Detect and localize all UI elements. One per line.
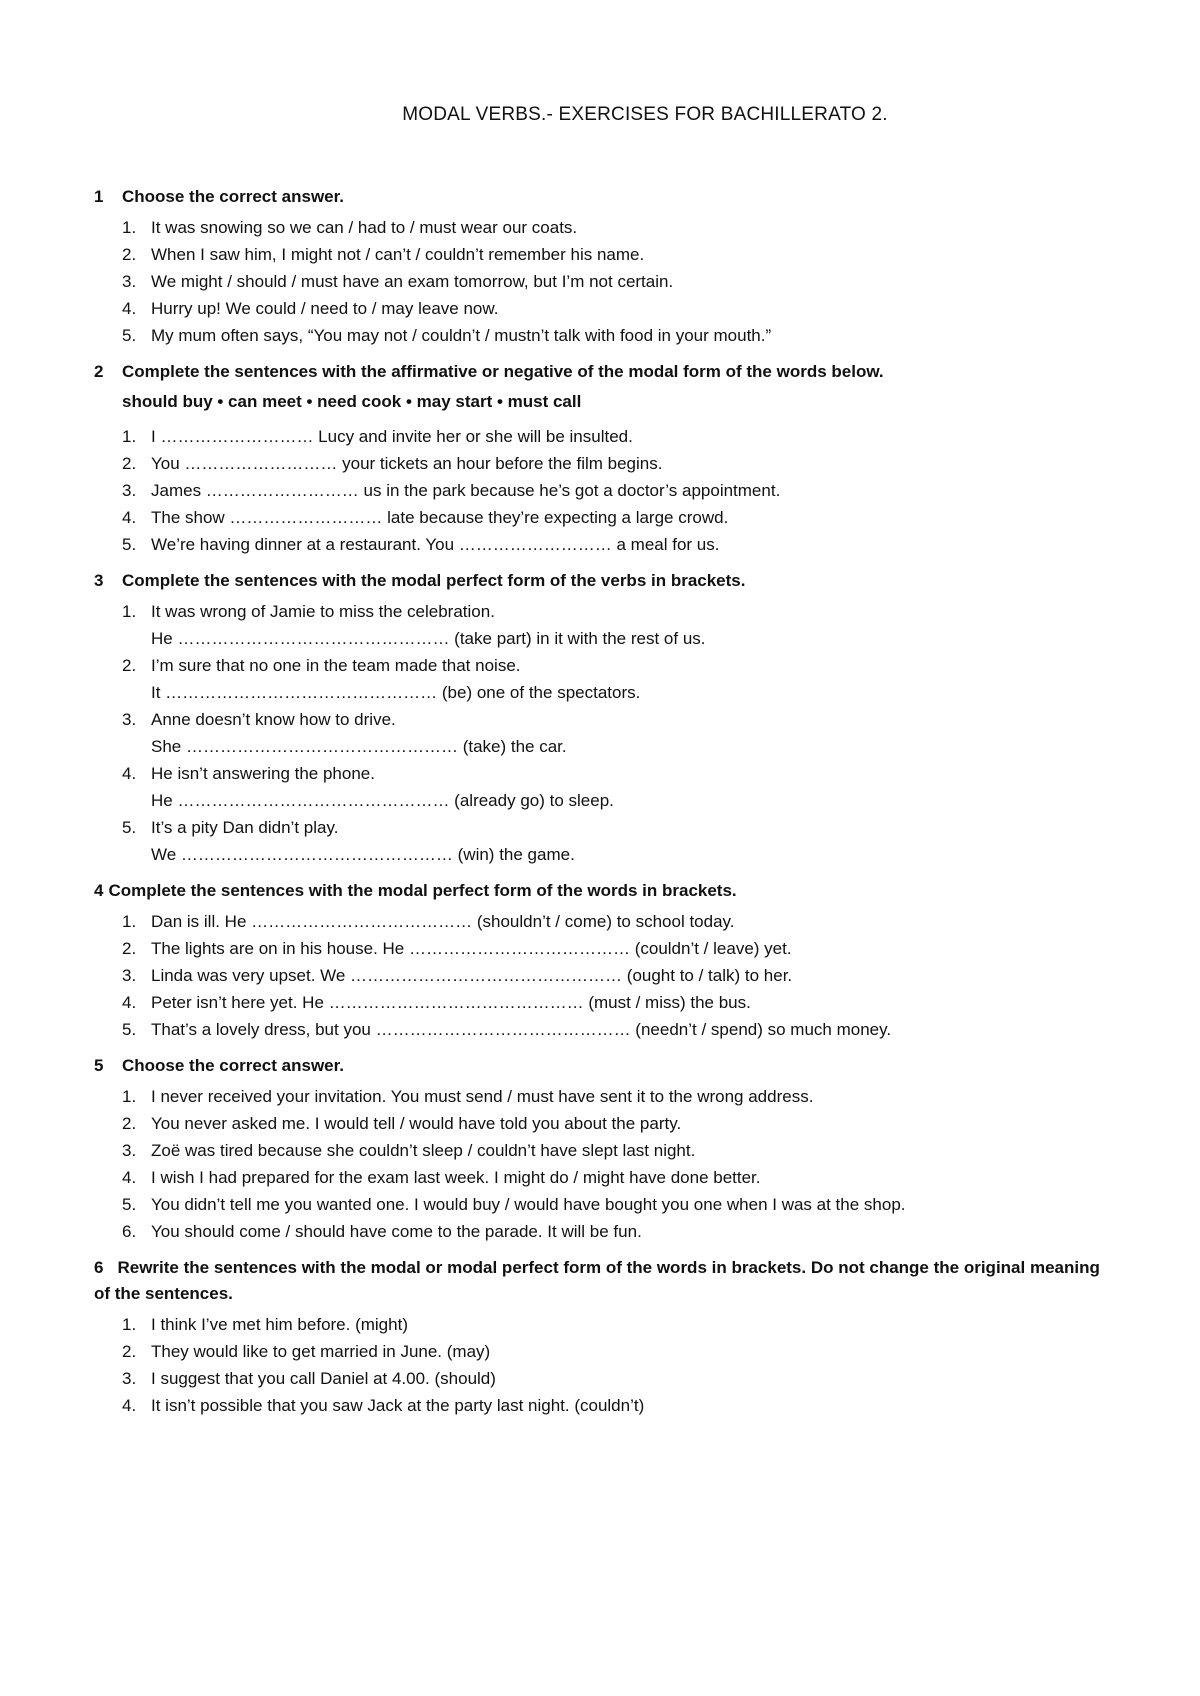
question-text: You didn’t tell me you wanted one. I would buy / would have bought you one when I was at the shop. (151, 1195, 906, 1214)
exercise-instruction: Rewrite the sentences with the modal or modal perfect form of the words in brackets. Do not change the original meaning of the sentences. (94, 1258, 1100, 1303)
exercise-heading (94, 1053, 1114, 1079)
question-number: 4. (122, 508, 137, 527)
question-number: 5. (122, 326, 137, 345)
exercise-heading (94, 878, 1114, 904)
question-text: When I saw him, I might not / can’t / couldn’t remember his name. (151, 245, 645, 264)
question-number: 3. (122, 481, 137, 500)
question-item (122, 477, 1114, 504)
question-item (122, 962, 1114, 989)
question-number: 1. (122, 1315, 137, 1334)
question-item (122, 241, 1114, 268)
question-item (122, 598, 1114, 652)
question-text: Zoë was tired because she couldn’t sleep / couldn’t have slept last night. (151, 1141, 696, 1160)
question-item (122, 1110, 1114, 1137)
question-number: 1. (122, 218, 137, 237)
answer-line: We ………………………………………… (win) the game. (151, 845, 575, 864)
question-text: I’m sure that no one in the team made that noise. (151, 656, 521, 675)
exercise-heading (94, 568, 1114, 594)
answer-line: It ………………………………………… (be) one of the spectators. (151, 683, 641, 702)
question-list (94, 598, 1114, 868)
question-item (122, 214, 1114, 241)
question-text: That’s a lovely dress, but you ……………………………………… (needn’t / spend) so much money. (151, 1020, 892, 1039)
question-number: 1. (122, 912, 137, 931)
question-number: 3. (122, 272, 137, 291)
question-list (94, 214, 1114, 349)
question-text: James ……………………… us in the park because he’s got a doctor’s appointment. (151, 481, 781, 500)
exercise-2 (94, 359, 1114, 558)
question-item (122, 1338, 1114, 1365)
exercise-5 (94, 1053, 1114, 1245)
question-number: 3. (122, 710, 137, 729)
question-text: It isn’t possible that you saw Jack at the party last night. (couldn’t) (151, 1396, 645, 1415)
question-number: 2. (122, 1114, 137, 1133)
question-item (122, 935, 1114, 962)
question-number: 2. (122, 939, 137, 958)
exercise-instruction: Choose the correct answer. (122, 187, 345, 206)
question-text: It’s a pity Dan didn’t play. (151, 818, 339, 837)
exercise-heading (94, 1255, 1114, 1307)
question-number: 2. (122, 1342, 137, 1361)
question-item (122, 908, 1114, 935)
question-number: 5. (122, 1020, 137, 1039)
question-text: They would like to get married in June. (may) (151, 1342, 491, 1361)
question-number: 4. (122, 993, 137, 1012)
exercise-1 (94, 184, 1114, 349)
question-item (122, 1016, 1114, 1043)
question-number: 4. (122, 764, 137, 783)
question-number: 2. (122, 656, 137, 675)
question-item (122, 989, 1114, 1016)
exercise-heading (94, 184, 1114, 210)
question-item (122, 814, 1114, 868)
question-text: We’re having dinner at a restaurant. You ……………………… a meal for us. (151, 535, 720, 554)
question-item (122, 1083, 1114, 1110)
exercise-4 (94, 878, 1114, 1043)
question-number: 6. (122, 1222, 137, 1241)
question-item (122, 450, 1114, 477)
exercise-instruction: Complete the sentences with the modal perfect form of the verbs in brackets. (122, 571, 746, 590)
question-text: Dan is ill. He ………………………………… (shouldn’t / come) to school today. (151, 912, 735, 931)
question-text: You should come / should have come to the parade. It will be fun. (151, 1222, 642, 1241)
exercise-number: 2 (94, 362, 104, 381)
question-item (122, 322, 1114, 349)
question-list (94, 1083, 1114, 1245)
question-text: I suggest that you call Daniel at 4.00. (should) (151, 1369, 496, 1388)
question-number: 1. (122, 427, 137, 446)
exercise-number: 1 (94, 187, 104, 206)
question-text: Hurry up! We could / need to / may leave now. (151, 299, 499, 318)
question-text: You ……………………… your tickets an hour before the film begins. (151, 454, 663, 473)
question-number: 5. (122, 535, 137, 554)
question-text: Anne doesn’t know how to drive. (151, 710, 396, 729)
question-number: 3. (122, 966, 137, 985)
question-item (122, 1311, 1114, 1338)
question-text: We might / should / must have an exam tomorrow, but I’m not certain. (151, 272, 674, 291)
question-item (122, 1365, 1114, 1392)
exercise-6 (94, 1255, 1114, 1419)
question-item (122, 504, 1114, 531)
question-item (122, 760, 1114, 814)
question-text: My mum often says, “You may not / couldn’t / mustn’t talk with food in your mouth.” (151, 326, 772, 345)
question-text: It was snowing so we can / had to / must wear our coats. (151, 218, 578, 237)
question-item (122, 1218, 1114, 1245)
word-bank: should buy • can meet • need cook • may start • must call (122, 392, 582, 411)
question-list (94, 908, 1114, 1043)
question-text: He isn’t answering the phone. (151, 764, 375, 783)
question-list (94, 1311, 1114, 1419)
question-text: I wish I had prepared for the exam last week. I might do / might have done better. (151, 1168, 761, 1187)
exercise-number: 5 (94, 1056, 104, 1075)
answer-line: She ………………………………………… (take) the car. (151, 737, 567, 756)
question-item (122, 531, 1114, 558)
question-number: 1. (122, 1087, 137, 1106)
question-number: 4. (122, 1168, 137, 1187)
question-text: The lights are on in his house. He ………………………………… (couldn’t / leave) yet. (151, 939, 792, 958)
exercise-3 (94, 568, 1114, 868)
question-text: The show ……………………… late because they’re expecting a large crowd. (151, 508, 729, 527)
question-text: I ……………………… Lucy and invite her or she will be insulted. (151, 427, 633, 446)
exercise-number: 3 (94, 571, 104, 590)
exercise-number: 6 (94, 1258, 104, 1277)
question-item (122, 1164, 1114, 1191)
question-number: 3. (122, 1369, 137, 1388)
question-number: 5. (122, 1195, 137, 1214)
question-number: 4. (122, 299, 137, 318)
question-number: 3. (122, 1141, 137, 1160)
question-number: 2. (122, 245, 137, 264)
exercise-list (94, 184, 1114, 1429)
question-item (122, 1392, 1114, 1419)
question-text: I think I’ve met him before. (might) (151, 1315, 408, 1334)
question-number: 5. (122, 818, 137, 837)
question-item (122, 1191, 1114, 1218)
question-text: Linda was very upset. We ………………………………………… (ought to / talk) to her. (151, 966, 793, 985)
question-text: You never asked me. I would tell / would have told you about the party. (151, 1114, 682, 1133)
question-text: It was wrong of Jamie to miss the celebration. (151, 602, 495, 621)
exercise-instruction: Choose the correct answer. (122, 1056, 345, 1075)
question-item (122, 1137, 1114, 1164)
question-item (122, 423, 1114, 450)
question-list (94, 423, 1114, 558)
answer-line: He ………………………………………… (take part) in it with the rest of us. (151, 629, 706, 648)
exercise-instruction: Complete the sentences with the affirmative or negative of the modal form of the words below. (122, 362, 884, 381)
exercise-instruction: Complete the sentences with the modal perfect form of the words in brackets. (108, 881, 737, 900)
question-number: 2. (122, 454, 137, 473)
page-title: MODAL VERBS.- EXERCISES FOR BACHILLERATO 2. (402, 104, 888, 125)
question-item (122, 268, 1114, 295)
question-item (122, 652, 1114, 706)
question-text: I never received your invitation. You must send / must have sent it to the wrong address. (151, 1087, 814, 1106)
exercise-heading (94, 359, 1114, 385)
answer-line: He ………………………………………… (already go) to sleep. (151, 791, 614, 810)
question-text: Peter isn’t here yet. He ……………………………………… (must / miss) the bus. (151, 993, 751, 1012)
exercise-number: 4 (94, 881, 104, 900)
question-number: 4. (122, 1396, 137, 1415)
question-item (122, 706, 1114, 760)
question-number: 1. (122, 602, 137, 621)
question-item (122, 295, 1114, 322)
